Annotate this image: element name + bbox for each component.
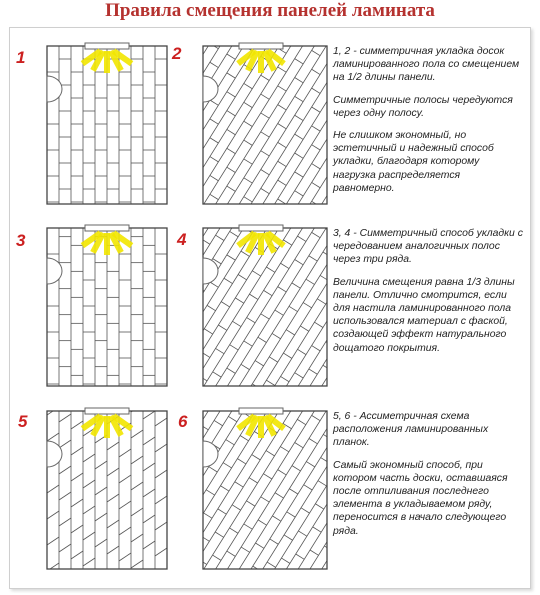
door-icon (203, 441, 218, 467)
description-3-4-text-1: 3, 4 - Симметричный способ укладки с чередованием аналогичных полос через три ряда. (333, 228, 523, 266)
description-5-6-text-1: 5, 6 - Ассиметричная схема расположения ламинированных планок. (333, 411, 489, 449)
door-icon (47, 76, 62, 102)
floor-diagram-6 (175, 403, 333, 575)
floor-diagram-2 (175, 38, 333, 208)
description-1-2-text-2: Симметричные полосы чередуются через одну полосу. (333, 94, 513, 119)
light-fixture-icon (239, 43, 283, 49)
floor-diagram-5 (20, 403, 170, 575)
page-title: Правила смещения панелей ламината (105, 0, 435, 21)
description-1-2-text-1: 1, 2 - симметричная укладка досок ламинированного пола со смещением на 1/2 длины панели. (333, 46, 520, 84)
description-3-4-text-2: Величина смещения равна 1/3 длины панели. Отлично смотрится, если для настила ламинированного пола использовался материал с фаской, создающей эффект натурального дощатого покрытия. (333, 276, 515, 354)
door-icon (47, 441, 62, 467)
description-1-2-text-3: Не слишком экономный, но эстетичный и надежный способ укладки, благодаря которому нагрузка распределяется равномерно. (333, 130, 494, 194)
diagram-number-4: 4 (177, 230, 187, 249)
description-5-6-text-2: Самый экономный способ, при котором часть доски, оставшаяся после отпиливания последнего элемента в укладываемом ряду, переносится в начало следующего ряда. (333, 459, 508, 537)
light-fixture-icon (85, 225, 129, 231)
light-fixture-icon (85, 408, 129, 414)
door-icon (47, 258, 62, 284)
description-5-6 (333, 410, 523, 547)
description-3-4 (333, 227, 523, 364)
diagram-number-2: 2 (172, 44, 182, 63)
floor-diagram-3 (20, 220, 170, 392)
diagram-number-5: 5 (18, 412, 28, 431)
light-fixture-icon (239, 408, 283, 414)
diagram-number-1: 1 (16, 48, 26, 67)
floor-diagram-4 (175, 220, 333, 392)
door-icon (203, 258, 218, 284)
light-fixture-icon (85, 43, 129, 49)
door-icon (203, 76, 218, 102)
light-fixture-icon (239, 225, 283, 231)
floor-diagram-1 (20, 38, 170, 208)
diagram-number-6: 6 (178, 412, 188, 431)
diagram-number-3: 3 (16, 231, 26, 250)
description-1-2 (333, 45, 523, 204)
